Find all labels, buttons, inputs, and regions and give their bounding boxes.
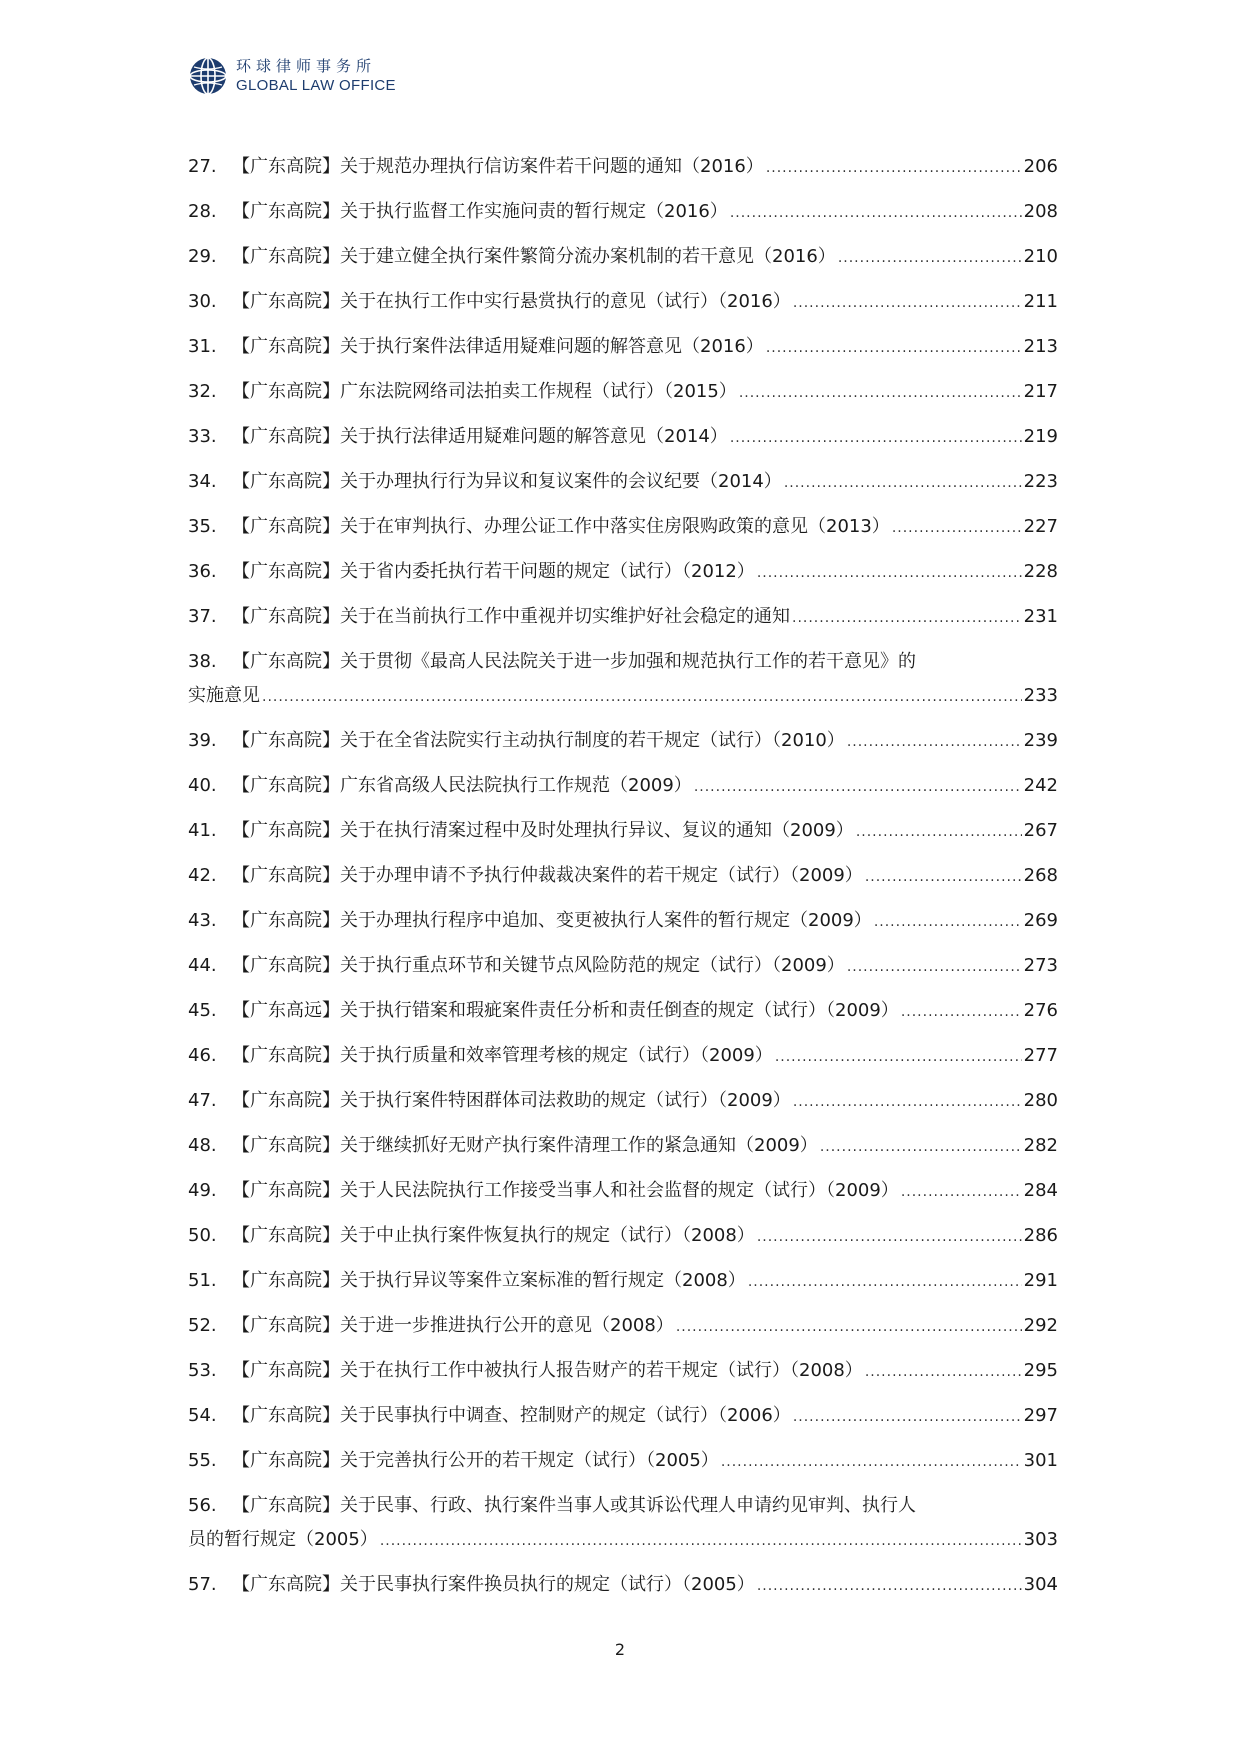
toc-entry-page: 231 [1023, 606, 1058, 627]
toc-entry-page: 273 [1023, 955, 1058, 976]
toc-entry-line [188, 859, 1058, 893]
toc-entry[interactable] [188, 814, 1058, 859]
toc-entry-page: 291 [1023, 1270, 1058, 1291]
toc-entry-number: 34. [188, 471, 217, 492]
toc-entry[interactable] [188, 1354, 1058, 1399]
toc-entry-title: 【广东高院】关于执行重点环节和关键节点风险防范的规定（试行）（2009） [232, 955, 845, 976]
toc-entry-title: 【广东高院】关于执行质量和效率管理考核的规定（试行）（2009） [232, 1045, 773, 1066]
toc-leader-dots [793, 1085, 1022, 1119]
toc-entry-line [188, 1309, 1058, 1343]
toc-leader-dots [793, 286, 1022, 320]
toc-leader-dots [757, 1569, 1022, 1603]
toc-entry-line [188, 1039, 1058, 1073]
toc-leader-dots [874, 905, 1022, 939]
toc-entry[interactable] [188, 1174, 1058, 1219]
toc-entry-line [188, 510, 1058, 544]
toc-entry[interactable] [188, 375, 1058, 420]
toc-entry-page: 276 [1023, 1000, 1058, 1021]
toc-entry-page: 301 [1023, 1450, 1058, 1471]
toc-leader-dots [262, 680, 1022, 714]
toc-entry-number: 52. [188, 1315, 217, 1336]
table-of-contents [188, 150, 1058, 1613]
toc-entry-page: 282 [1023, 1135, 1058, 1156]
toc-entry-line [188, 645, 1058, 679]
toc-entry-number: 32. [188, 381, 217, 402]
toc-entry-title: 【广东高院】关于民事执行中调查、控制财产的规定（试行）（2006） [232, 1405, 791, 1426]
toc-entry-title: 【广东高院】关于在执行工作中实行悬赏执行的意见（试行）（2016） [232, 291, 791, 312]
toc-leader-dots [739, 376, 1022, 410]
globe-icon [188, 56, 228, 96]
toc-entry-title: 【广东高院】关于在当前执行工作中重视并切实维护好社会稳定的通知 [232, 606, 790, 627]
toc-entry-page: 213 [1023, 336, 1058, 357]
toc-leader-dots [793, 1400, 1022, 1434]
toc-entry-line [188, 949, 1058, 983]
toc-entry-continuation [188, 679, 1058, 713]
toc-leader-dots [856, 815, 1022, 849]
toc-entry-page: 280 [1023, 1090, 1058, 1111]
toc-entry-number: 41. [188, 820, 217, 841]
toc-entry[interactable] [188, 1309, 1058, 1354]
toc-entry-line [188, 1399, 1058, 1433]
toc-entry-line [188, 994, 1058, 1028]
toc-entry-line [188, 1489, 1058, 1523]
toc-entry-line [188, 420, 1058, 454]
toc-entry-line [188, 769, 1058, 803]
toc-entry[interactable] [188, 555, 1058, 600]
toc-entry[interactable] [188, 600, 1058, 645]
toc-leader-dots [380, 1524, 1022, 1558]
toc-entry[interactable] [188, 510, 1058, 555]
toc-entry[interactable] [188, 994, 1058, 1039]
toc-entry[interactable] [188, 1568, 1058, 1613]
toc-entry-number: 53. [188, 1360, 217, 1381]
toc-entry-page: 269 [1023, 910, 1058, 931]
toc-entry[interactable] [188, 465, 1058, 510]
toc-entry-number: 46. [188, 1045, 217, 1066]
toc-entry-number: 35. [188, 516, 217, 537]
toc-entry-page: 295 [1023, 1360, 1058, 1381]
toc-entry-title: 【广东高院】广东省高级人民法院执行工作规范（2009） [232, 775, 692, 796]
toc-entry-title: 【广东高院】关于办理执行行为异议和复议案件的会议纪要（2014） [232, 471, 782, 492]
toc-entry-title: 【广东高院】关于办理申请不予执行仲裁裁决案件的若干规定（试行）（2009） [232, 865, 863, 886]
toc-entry[interactable] [188, 1039, 1058, 1084]
toc-entry-title: 【广东高院】关于规范办理执行信访案件若干问题的通知（2016） [232, 156, 764, 177]
toc-leader-dots [901, 1175, 1022, 1209]
toc-entry-line [188, 1444, 1058, 1478]
toc-entry-line [188, 1354, 1058, 1388]
logo-english-name: GLOBAL LAW OFFICE [236, 77, 396, 94]
toc-entry-number: 31. [188, 336, 217, 357]
toc-entry-title: 【广东高院】关于中止执行案件恢复执行的规定（试行）（2008） [232, 1225, 755, 1246]
toc-entry-title: 【广东高院】关于在执行工作中被执行人报告财产的若干规定（试行）（2008） [232, 1360, 863, 1381]
toc-entry[interactable] [188, 285, 1058, 330]
toc-entry-page: 228 [1023, 561, 1058, 582]
toc-entry-number: 57. [188, 1574, 217, 1595]
logo-text [236, 59, 396, 93]
toc-leader-dots [766, 331, 1022, 365]
toc-entry-title: 【广东高院】关于继续抓好无财产执行案件清理工作的紧急通知（2009） [232, 1135, 818, 1156]
toc-leader-dots [865, 860, 1022, 894]
letterhead [188, 54, 396, 98]
toc-entry-page: 286 [1023, 1225, 1058, 1246]
toc-entry-title: 【广东高院】关于民事执行案件换员执行的规定（试行）（2005） [232, 1574, 755, 1595]
toc-leader-dots [730, 196, 1022, 230]
toc-leader-dots [820, 1130, 1022, 1164]
toc-entry-title: 【广东高院】关于执行法律适用疑难问题的解答意见（2014） [232, 426, 728, 447]
toc-entry-line [188, 285, 1058, 319]
toc-entry[interactable] [188, 1444, 1058, 1489]
toc-entry-page: 284 [1023, 1180, 1058, 1201]
toc-entry-number: 50. [188, 1225, 217, 1246]
toc-entry-line [188, 904, 1058, 938]
toc-entry-number: 44. [188, 955, 217, 976]
toc-entry-number: 30. [188, 291, 217, 312]
toc-entry-number: 49. [188, 1180, 217, 1201]
toc-leader-dots [892, 511, 1022, 545]
toc-entry-number: 37. [188, 606, 217, 627]
toc-entry[interactable] [188, 1129, 1058, 1174]
toc-entry-line [188, 1174, 1058, 1208]
toc-entry-number: 48. [188, 1135, 217, 1156]
toc-leader-dots [901, 995, 1022, 1029]
toc-entry-title: 【广东高院】关于省内委托执行若干问题的规定（试行）（2012） [232, 561, 755, 582]
toc-leader-dots [775, 1040, 1022, 1074]
toc-entry[interactable] [188, 420, 1058, 465]
toc-leader-dots [865, 1355, 1022, 1389]
toc-leader-dots [676, 1310, 1022, 1344]
toc-entry-title: 实施意见 [188, 685, 260, 706]
toc-leader-dots [784, 466, 1022, 500]
toc-entry[interactable] [188, 769, 1058, 814]
toc-entry-title: 【广东高院】关于在全省法院实行主动执行制度的若干规定（试行）（2010） [232, 730, 845, 751]
toc-entry-line [188, 1568, 1058, 1602]
toc-entry-line [188, 195, 1058, 229]
toc-entry[interactable] [188, 724, 1058, 769]
toc-entry[interactable] [188, 330, 1058, 375]
toc-entry[interactable] [188, 645, 1058, 724]
toc-entry-number: 38. [188, 651, 217, 672]
toc-entry-title: 【广东高院】关于执行案件法律适用疑难问题的解答意见（2016） [232, 336, 764, 357]
toc-entry-continuation [188, 1523, 1058, 1557]
toc-entry-number: 39. [188, 730, 217, 751]
toc-entry-number: 28. [188, 201, 217, 222]
toc-entry-line [188, 555, 1058, 589]
toc-entry[interactable] [188, 1399, 1058, 1444]
toc-entry-line [188, 1264, 1058, 1298]
toc-entry-line [188, 240, 1058, 274]
toc-entry-title: 【广东高院】关于人民法院执行工作接受当事人和社会监督的规定（试行）（2009） [232, 1180, 899, 1201]
toc-entry-number: 33. [188, 426, 217, 447]
toc-entry-number: 29. [188, 246, 217, 267]
toc-entry-line [188, 375, 1058, 409]
toc-entry-number: 40. [188, 775, 217, 796]
toc-entry-page: 227 [1023, 516, 1058, 537]
toc-entry-line [188, 814, 1058, 848]
toc-entry-page: 239 [1023, 730, 1058, 751]
toc-entry-page: 208 [1023, 201, 1058, 222]
toc-leader-dots [766, 151, 1022, 185]
toc-entry-page: 292 [1023, 1315, 1058, 1336]
toc-entry-page: 219 [1023, 426, 1058, 447]
toc-entry-page: 210 [1023, 246, 1058, 267]
toc-leader-dots [757, 1220, 1022, 1254]
toc-entry-page: 268 [1023, 865, 1058, 886]
toc-entry-line [188, 330, 1058, 364]
toc-entry-title: 【广东高院】关于办理执行程序中追加、变更被执行人案件的暂行规定（2009） [232, 910, 872, 931]
toc-entry-page: 206 [1023, 156, 1058, 177]
toc-entry-page: 267 [1023, 820, 1058, 841]
toc-entry-title: 员的暂行规定（2005） [188, 1529, 378, 1550]
toc-entry-number: 45. [188, 1000, 217, 1021]
toc-entry-title: 【广东高院】关于在执行清案过程中及时处理执行异议、复议的通知（2009） [232, 820, 854, 841]
toc-entry-number: 36. [188, 561, 217, 582]
toc-entry-page: 242 [1023, 775, 1058, 796]
toc-entry-line [188, 1129, 1058, 1163]
toc-leader-dots [748, 1265, 1022, 1299]
toc-entry-number: 55. [188, 1450, 217, 1471]
toc-entry-line [188, 724, 1058, 758]
toc-entry-title: 【广东高院】关于完善执行公开的若干规定（试行）（2005） [232, 1450, 719, 1471]
toc-entry-line [188, 1084, 1058, 1118]
toc-entry-page: 297 [1023, 1405, 1058, 1426]
toc-leader-dots [838, 241, 1022, 275]
toc-entry[interactable] [188, 904, 1058, 949]
toc-entry-title: 【广东高远】关于执行错案和瑕疵案件责任分析和责任倒查的规定（试行）（2009） [232, 1000, 899, 1021]
toc-entry[interactable] [188, 1219, 1058, 1264]
toc-entry-page: 211 [1023, 291, 1058, 312]
toc-leader-dots [721, 1445, 1022, 1479]
toc-entry-page: 303 [1023, 1529, 1058, 1550]
toc-entry-page: 304 [1023, 1574, 1058, 1595]
toc-entry-number: 42. [188, 865, 217, 886]
toc-entry-line [188, 465, 1058, 499]
toc-entry-page: 277 [1023, 1045, 1058, 1066]
toc-entry-page: 223 [1023, 471, 1058, 492]
toc-entry[interactable] [188, 949, 1058, 994]
toc-entry-number: 27. [188, 156, 217, 177]
toc-entry-number: 54. [188, 1405, 217, 1426]
logo-chinese-name: 环球律师事务所 [236, 57, 377, 75]
toc-entry[interactable] [188, 1489, 1058, 1568]
toc-entry-page: 233 [1023, 685, 1058, 706]
toc-entry-title: 【广东高院】关于建立健全执行案件繁简分流办案机制的若干意见（2016） [232, 246, 836, 267]
toc-entry-title: 【广东高院】关于执行监督工作实施问责的暂行规定（2016） [232, 201, 728, 222]
toc-leader-dots [694, 770, 1022, 804]
toc-entry[interactable] [188, 240, 1058, 285]
toc-entry[interactable] [188, 1084, 1058, 1129]
toc-entry[interactable] [188, 195, 1058, 240]
toc-leader-dots [757, 556, 1022, 590]
toc-entry-page: 217 [1023, 381, 1058, 402]
toc-entry[interactable] [188, 859, 1058, 904]
page-number: 2 [614, 1640, 626, 1659]
toc-entry-line [188, 1219, 1058, 1253]
toc-entry-number: 47. [188, 1090, 217, 1111]
toc-entry-title: 【广东高院】关于执行异议等案件立案标准的暂行规定（2008） [232, 1270, 746, 1291]
toc-leader-dots [730, 421, 1022, 455]
toc-entry-number: 51. [188, 1270, 217, 1291]
toc-entry[interactable] [188, 1264, 1058, 1309]
toc-entry-title: 【广东高院】关于民事、行政、执行案件当事人或其诉讼代理人申请约见审判、执行人 [232, 1495, 916, 1516]
toc-leader-dots [847, 950, 1022, 984]
toc-leader-dots [847, 725, 1022, 759]
toc-entry-title: 【广东高院】关于在审判执行、办理公证工作中落实住房限购政策的意见（2013） [232, 516, 890, 537]
toc-entry-title: 【广东高院】关于执行案件特困群体司法救助的规定（试行）（2009） [232, 1090, 791, 1111]
toc-entry-line [188, 150, 1058, 184]
toc-entry-line [188, 600, 1058, 634]
toc-entry-title: 【广东高院】关于进一步推进执行公开的意见（2008） [232, 1315, 674, 1336]
toc-entry-number: 43. [188, 910, 217, 931]
toc-entry-number: 56. [188, 1495, 217, 1516]
toc-leader-dots [792, 601, 1022, 635]
toc-entry-title: 【广东高院】关于贯彻《最高人民法院关于进一步加强和规范执行工作的若干意见》的 [232, 651, 916, 672]
toc-entry-title: 【广东高院】广东法院网络司法拍卖工作规程（试行）（2015） [232, 381, 737, 402]
toc-entry[interactable] [188, 150, 1058, 195]
